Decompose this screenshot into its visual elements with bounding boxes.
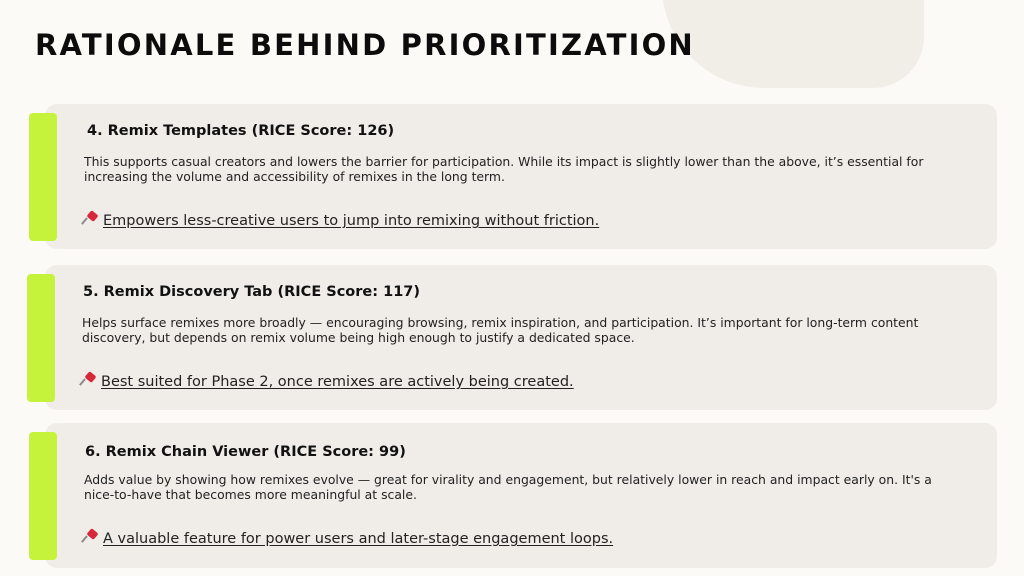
- card-accent-bar: [29, 432, 57, 560]
- card-accent-bar: [27, 274, 55, 402]
- card-description: Helps surface remixes more broadly — encouraging browsing, remix inspiration, and participation. It’s important for long-term content discovery, but depends on remix volume being high enough to justify a dedicated space.: [82, 315, 919, 345]
- card-description: Adds value by showing how remixes evolve — great for virality and engagement, but relatively lower in reach and impact early on. It's a nice-to-have that becomes more meaningful at scale.: [84, 472, 932, 502]
- pushpin-icon: [82, 373, 96, 387]
- card-description: This supports casual creators and lowers the barrier for participation. While its impact is slightly lower than the above, it’s essential for increasing the volume and accessibility of remixes in the long term.: [84, 154, 924, 184]
- page-title: RATIONALE BEHIND PRIORITIZATION: [35, 28, 695, 62]
- card-note-text: A valuable feature for power users and later-stage engagement loops.: [103, 531, 614, 547]
- card-title: 5. Remix Discovery Tab (RICE Score: 117): [83, 284, 420, 300]
- card-title: 4. Remix Templates (RICE Score: 126): [87, 123, 395, 139]
- card-note: [82, 373, 574, 390]
- decorative-blob: [662, 0, 924, 88]
- pushpin-icon: [84, 530, 98, 544]
- card-note: [84, 530, 613, 547]
- card-accent-bar: [29, 113, 57, 241]
- card-title: 6. Remix Chain Viewer (RICE Score: 99): [85, 444, 406, 460]
- card-note-text: Empowers less-creative users to jump into remixing without friction.: [103, 213, 600, 229]
- card-note-text: Best suited for Phase 2, once remixes are actively being created.: [101, 374, 574, 390]
- pushpin-icon: [84, 212, 98, 226]
- card-note: [84, 212, 599, 229]
